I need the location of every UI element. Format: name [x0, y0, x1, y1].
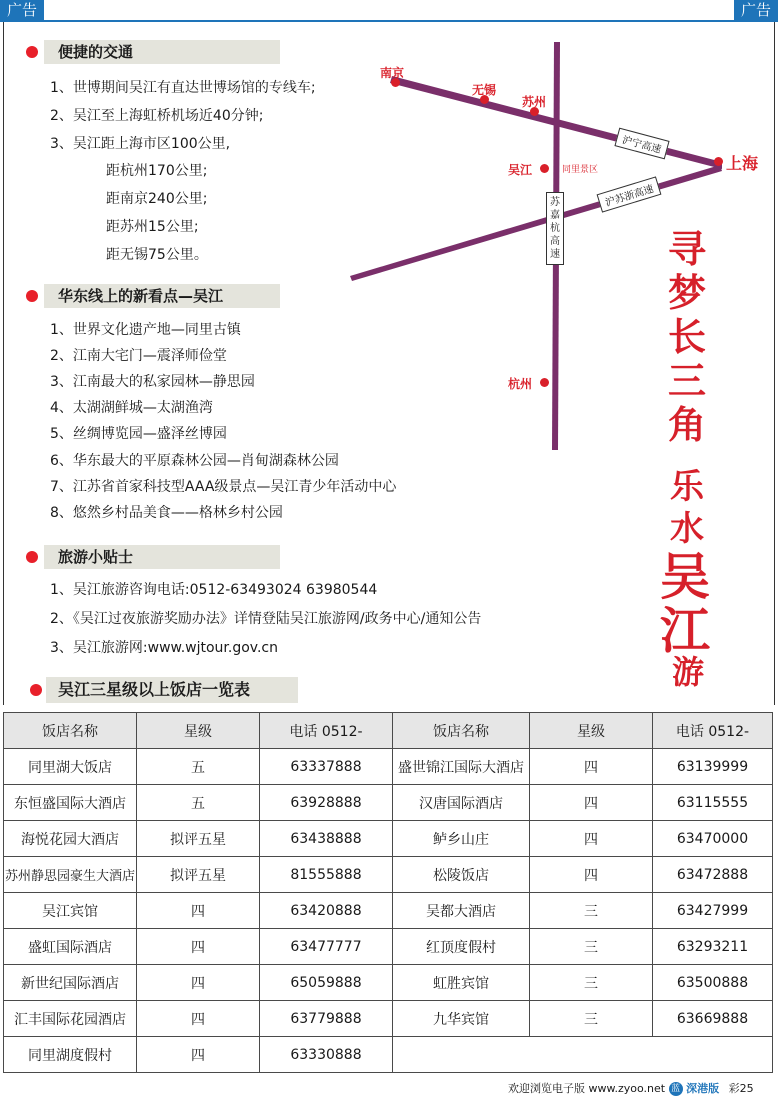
hotel-name: 吴都大酒店: [393, 893, 530, 929]
transport-line: 距苏州15公里;: [106, 219, 199, 235]
bullet-dot: [26, 290, 38, 302]
hotel-name: 汉唐国际酒店: [393, 785, 530, 821]
hotel-table: [3, 712, 773, 1073]
map-dot-shanghai: [714, 157, 723, 166]
section-title-transport: 便捷的交通: [58, 43, 134, 61]
column-header: 星级: [137, 713, 260, 749]
hotel-rating: 四: [137, 1037, 260, 1073]
hotel-rating: 四: [137, 1001, 260, 1037]
husuzhe-road: [350, 165, 722, 281]
page-number: 彩25: [728, 1082, 754, 1095]
hotel-phone: 81555888: [260, 857, 393, 893]
table-row: [4, 857, 773, 893]
hotel-phone: 63427999: [653, 893, 773, 929]
column-header: 饭店名称: [393, 713, 530, 749]
map-label-shanghai: 上海: [726, 154, 759, 173]
column-header: 星级: [530, 713, 653, 749]
transport-line: 2、吴江至上海虹桥机场近40分钟;: [50, 108, 264, 124]
hotel-phone: 63472888: [653, 857, 773, 893]
hotel-phone: 63420888: [260, 893, 393, 929]
map-dot-hangzhou: [540, 378, 549, 387]
column-header: 电话 0512-: [653, 713, 773, 749]
table-row: [4, 965, 773, 1001]
bullet-dot: [26, 551, 38, 563]
hotel-rating: 三: [530, 929, 653, 965]
edition-badge: 蓝: [669, 1082, 683, 1096]
hotel-phone: 63115555: [653, 785, 773, 821]
slogan-char: 长: [668, 314, 707, 359]
footer: [508, 1080, 754, 1096]
map-label-tongli: 同里景区: [562, 165, 599, 175]
column-header: 饭店名称: [4, 713, 137, 749]
table-row: [4, 821, 773, 857]
hotel-rating: 三: [530, 893, 653, 929]
section-title-tips: 旅游小贴士: [58, 548, 134, 566]
map-label-wuxi: 无锡: [472, 83, 497, 97]
hotel-rating: 四: [530, 785, 653, 821]
map-label-suzhou: 苏州: [522, 95, 547, 109]
slogan-char: 水: [670, 509, 704, 549]
transport-line: 3、吴江距上海市区100公里,: [50, 136, 231, 152]
road-sign-huning: 沪宁高速: [614, 128, 669, 160]
hotel-name: 九华宾馆: [393, 1001, 530, 1037]
slogan-char: 吴: [660, 547, 710, 606]
road-sign-sujiahang: 苏嘉杭高速: [546, 192, 564, 265]
slogan-char: 游: [672, 653, 705, 691]
section-title-hotels: 吴江三星级以上饭店一览表: [58, 680, 251, 699]
hotel-name: 吴江宾馆: [4, 893, 137, 929]
hotel-phone: 63293211: [653, 929, 773, 965]
edition-name: 深港版: [686, 1082, 720, 1095]
slogan-char: 江: [660, 601, 710, 660]
hotel-rating: 五: [137, 749, 260, 785]
hotel-phone: 63337888: [260, 749, 393, 785]
hotel-name: 海悦花园大酒店: [4, 821, 137, 857]
table-row: [4, 1001, 773, 1037]
hotel-name: 盛世锦江国际大酒店: [393, 749, 530, 785]
hotel-rating: 四: [137, 893, 260, 929]
hotel-rating: 拟评五星: [137, 857, 260, 893]
slogan-char: 乐: [670, 467, 704, 507]
hotel-rating: 拟评五星: [137, 821, 260, 857]
hotel-phone: 63438888: [260, 821, 393, 857]
hotel-name: 新世纪国际酒店: [4, 965, 137, 1001]
ad-label-right: 广告: [734, 0, 778, 20]
hotel-name: 鲈乡山庄: [393, 821, 530, 857]
section-title-attractions: 华东线上的新看点—吴江: [58, 287, 224, 305]
hotel-phone: 63330888: [260, 1037, 393, 1073]
hotel-rating: 三: [530, 1001, 653, 1037]
attraction-line: 6、华东最大的平原森林公园—肖甸湖森林公园: [50, 453, 339, 469]
attraction-line: 7、江苏省首家科技型AAA级景点—吴江青少年活动中心: [50, 479, 397, 495]
column-header: 电话 0512-: [260, 713, 393, 749]
table-row: [4, 785, 773, 821]
table-row: [4, 929, 773, 965]
table-row: [4, 1037, 773, 1073]
hotel-name: 汇丰国际花园酒店: [4, 1001, 137, 1037]
slogan-char: 梦: [668, 270, 707, 315]
hotel-name: 东恒盛国际大酒店: [4, 785, 137, 821]
hotel-rating: 四: [137, 965, 260, 1001]
attraction-line: 8、悠然乡村品美食——格林乡村公园: [50, 505, 283, 521]
hotel-phone: 63500888: [653, 965, 773, 1001]
road-sign-husuzhe: 沪苏浙高速: [597, 176, 662, 212]
hotel-phone: 63779888: [260, 1001, 393, 1037]
attraction-line: 2、江南大宅门—震泽师俭堂: [50, 348, 227, 364]
hotel-phone: 63470000: [653, 821, 773, 857]
bullet-dot: [30, 684, 42, 696]
hotel-phone: 63669888: [653, 1001, 773, 1037]
slogan-char: 三: [668, 358, 707, 403]
hotel-name: 虹胜宾馆: [393, 965, 530, 1001]
hotel-rating: 四: [530, 821, 653, 857]
attraction-line: 4、太湖湖鲜城—太湖渔湾: [50, 400, 213, 416]
attraction-line: 5、丝绸博览园—盛泽丝博园: [50, 426, 227, 442]
hotel-rating: 四: [137, 929, 260, 965]
attraction-line: 3、江南最大的私家园林—静思园: [50, 374, 255, 390]
hotel-name: 苏州静思园豪生大酒店: [4, 857, 137, 893]
hotel-name: 红顶度假村: [393, 929, 530, 965]
transport-line: 距无锡75公里。: [106, 247, 208, 263]
table-header-row: [4, 713, 773, 749]
hotel-phone: 65059888: [260, 965, 393, 1001]
hotel-phone: 63928888: [260, 785, 393, 821]
table-row: [4, 749, 773, 785]
hotel-name: 松陵饭店: [393, 857, 530, 893]
ad-label-left: 广告: [0, 0, 44, 20]
transport-line: 1、世博期间吴江有直达世博场馆的专线车;: [50, 80, 316, 96]
tips-line: 1、吴江旅游咨询电话:0512-63493024 63980544: [50, 582, 378, 598]
hotel-rating: 四: [530, 857, 653, 893]
hotel-rating: 五: [137, 785, 260, 821]
hotel-name: 盛虹国际酒店: [4, 929, 137, 965]
empty-cell: [393, 1037, 773, 1073]
hotel-rating: 四: [530, 749, 653, 785]
hotel-phone: 63139999: [653, 749, 773, 785]
tips-line: 2、《吴江过夜旅游奖励办法》详情登陆吴江旅游网/政务中心/通知公告: [50, 611, 482, 627]
transport-line: 距杭州170公里;: [106, 163, 208, 179]
table-row: [4, 893, 773, 929]
hotel-name: 同里湖大饭店: [4, 749, 137, 785]
footer-text: 欢迎浏览电子版 www.zyoo.net: [508, 1082, 666, 1095]
transport-line: 距南京240公里;: [106, 191, 208, 207]
map-label-wujiang: 吴江: [508, 163, 533, 177]
slogan-char: 寻: [668, 226, 707, 271]
attraction-line: 1、世界文化遗产地—同里古镇: [50, 322, 241, 338]
tips-line: 3、吴江旅游网:www.wjtour.gov.cn: [50, 640, 278, 656]
map-label-hangzhou: 杭州: [508, 377, 533, 391]
hotel-phone: 63477777: [260, 929, 393, 965]
slogan-char: 角: [668, 402, 707, 447]
map-label-nanjing: 南京: [380, 66, 405, 80]
hotel-rating: 三: [530, 965, 653, 1001]
bullet-dot: [26, 46, 38, 58]
hotel-name: 同里湖度假村: [4, 1037, 137, 1073]
map-dot-wujiang: [540, 164, 549, 173]
